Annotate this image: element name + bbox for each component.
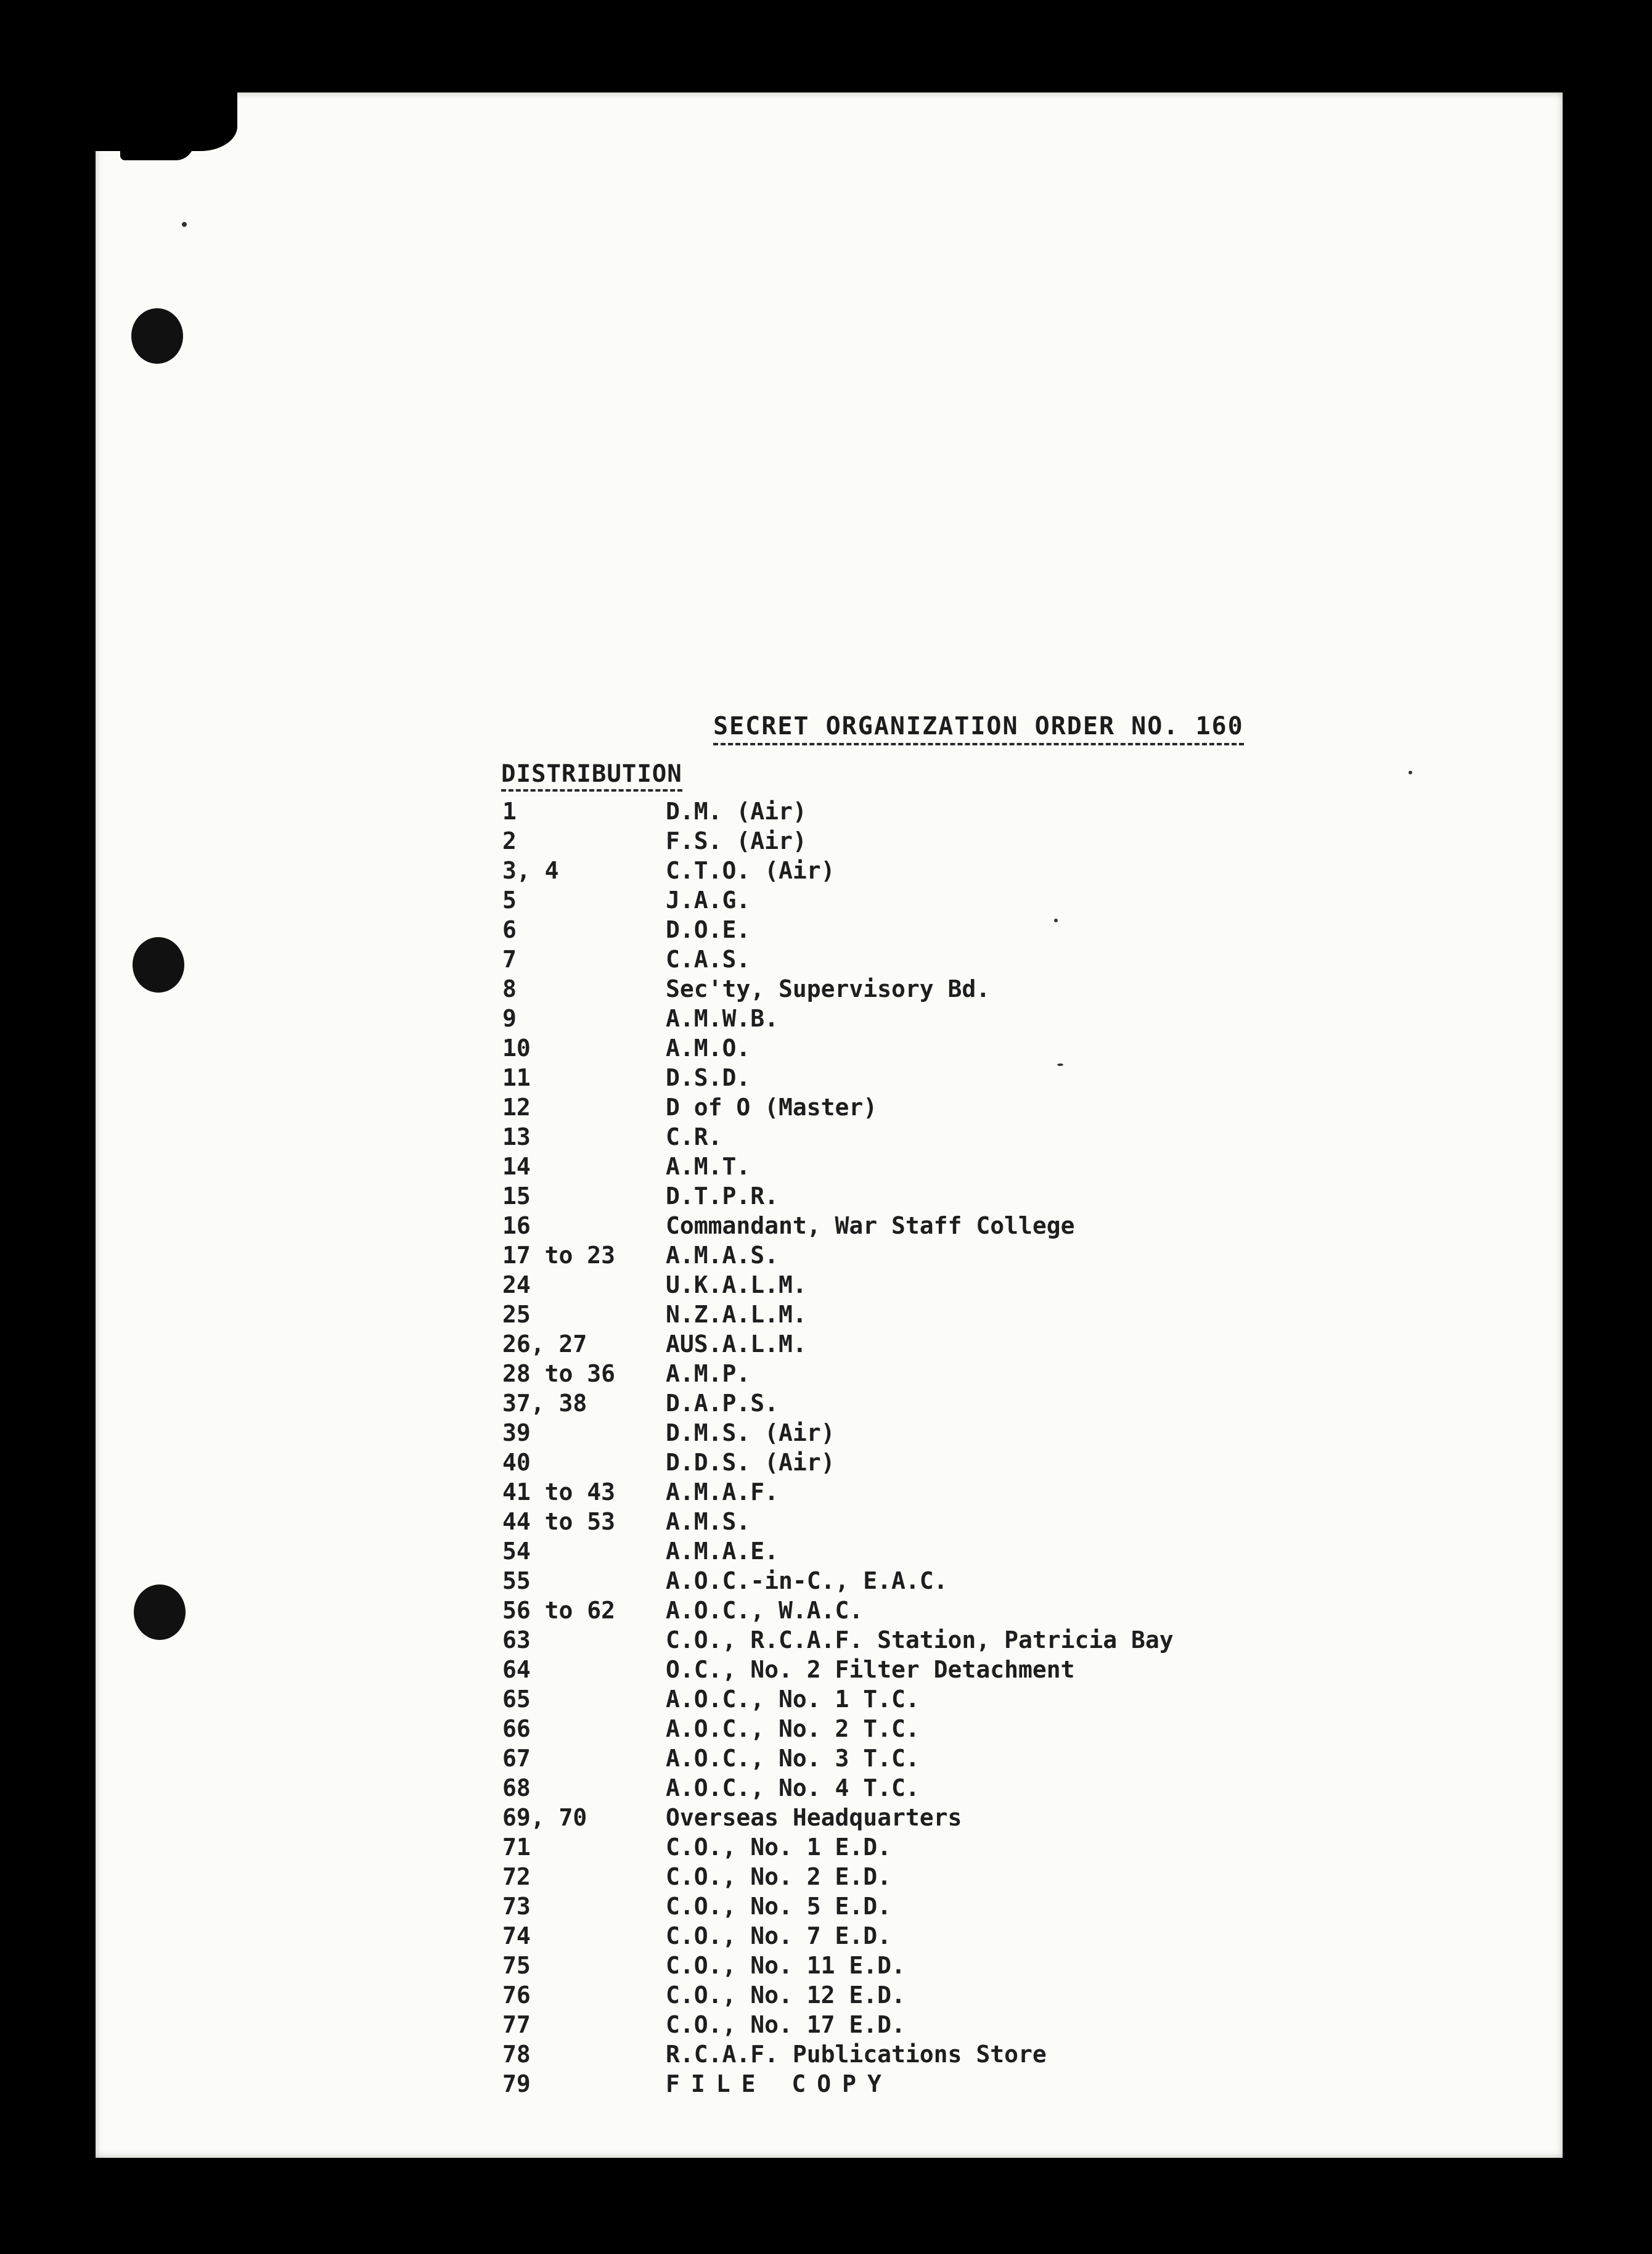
- distribution-row: [502, 945, 1427, 974]
- distribution-copy-number: 63: [502, 1626, 531, 1654]
- distribution-row: [502, 856, 1427, 885]
- distribution-copy-number: 11: [502, 1064, 531, 1091]
- distribution-row: [502, 1477, 1427, 1507]
- distribution-recipient: D.M. (Air): [666, 798, 807, 825]
- distribution-row: [502, 885, 1427, 915]
- distribution-row: [502, 1862, 1427, 1891]
- punch-hole-bottom: [134, 1584, 186, 1640]
- distribution-row: [502, 797, 1427, 826]
- distribution-row: [502, 1448, 1427, 1477]
- ink-speck: [1409, 771, 1412, 774]
- distribution-row: [502, 2039, 1427, 2069]
- document-title: SECRET ORGANIZATION ORDER NO. 160: [713, 712, 1244, 745]
- distribution-copy-number: 26, 27: [502, 1330, 587, 1358]
- distribution-recipient: D.O.E.: [666, 916, 751, 943]
- distribution-row: [502, 1359, 1427, 1388]
- distribution-recipient: A.M.P.: [666, 1360, 751, 1387]
- distribution-copy-number: 41 to 43: [502, 1478, 616, 1506]
- distribution-recipient: C.O., R.C.A.F. Station, Patricia Bay: [666, 1626, 1174, 1654]
- distribution-recipient: A.M.A.F.: [666, 1478, 779, 1506]
- distribution-recipient: C.O., No. 17 E.D.: [666, 2011, 906, 2038]
- distribution-row: [502, 1921, 1427, 1951]
- punch-hole-top: [131, 308, 183, 364]
- distribution-copy-number: 74: [502, 1922, 531, 1949]
- distribution-recipient: A.M.A.E.: [666, 1538, 779, 1565]
- distribution-copy-number: 54: [502, 1538, 531, 1565]
- distribution-copy-number: 67: [502, 1745, 531, 1772]
- distribution-recipient: C.O., No. 7 E.D.: [666, 1922, 892, 1949]
- distribution-row: [502, 974, 1427, 1004]
- distribution-row: [502, 1714, 1427, 1744]
- distribution-copy-number: 77: [502, 2011, 531, 2038]
- distribution-row: [502, 2069, 1427, 2099]
- distribution-row: [502, 1033, 1427, 1063]
- distribution-copy-number: 64: [502, 1656, 531, 1683]
- distribution-recipient: A.M.W.B.: [666, 1005, 779, 1032]
- distribution-recipient: Commandant, War Staff College: [666, 1212, 1075, 1239]
- distribution-copy-number: 25: [502, 1301, 531, 1328]
- distribution-recipient: A.O.C., No. 3 T.C.: [666, 1745, 920, 1772]
- distribution-copy-number: 78: [502, 2041, 531, 2068]
- distribution-copy-number: 9: [502, 1005, 517, 1032]
- distribution-row: [502, 1980, 1427, 2010]
- distribution-copy-number: 7: [502, 946, 517, 973]
- distribution-row: [502, 1418, 1427, 1448]
- distribution-copy-number: 17 to 23: [502, 1242, 616, 1269]
- distribution-row: [502, 1300, 1427, 1329]
- distribution-row: [502, 1270, 1427, 1300]
- distribution-recipient: A.O.C.-in-C., E.A.C.: [666, 1567, 948, 1594]
- distribution-row: [502, 1684, 1427, 1714]
- distribution-row: [502, 1507, 1427, 1536]
- distribution-row: [502, 1951, 1427, 1980]
- distribution-copy-number: 37, 38: [502, 1390, 587, 1417]
- distribution-row: [502, 1122, 1427, 1152]
- distribution-recipient: A.M.S.: [666, 1508, 751, 1535]
- distribution-row: [502, 1211, 1427, 1240]
- distribution-row: [502, 1596, 1427, 1625]
- distribution-recipient: A.O.C., No. 2 T.C.: [666, 1715, 920, 1742]
- distribution-recipient: Sec'ty, Supervisory Bd.: [666, 975, 991, 1002]
- distribution-recipient: A.O.C., No. 1 T.C.: [666, 1686, 920, 1713]
- distribution-row: [502, 1181, 1427, 1211]
- distribution-recipient: J.A.G.: [666, 887, 751, 914]
- distribution-copy-number: 68: [502, 1774, 531, 1801]
- distribution-recipient: A.M.A.S.: [666, 1242, 779, 1269]
- distribution-recipient: C.O., No. 11 E.D.: [666, 1952, 906, 1979]
- distribution-copy-number: 15: [502, 1182, 531, 1210]
- distribution-recipient: AUS.A.L.M.: [666, 1330, 807, 1358]
- distribution-copy-number: 39: [502, 1419, 531, 1446]
- distribution-copy-number: 1: [502, 798, 517, 825]
- distribution-row: [502, 1388, 1427, 1418]
- distribution-recipient: N.Z.A.L.M.: [666, 1301, 807, 1328]
- distribution-row: [502, 1063, 1427, 1092]
- distribution-row: [502, 1891, 1427, 1921]
- distribution-copy-number: 56 to 62: [502, 1597, 616, 1624]
- distribution-recipient: C.O., No. 5 E.D.: [666, 1893, 892, 1920]
- distribution-copy-number: 12: [502, 1094, 531, 1121]
- distribution-recipient: D of O (Master): [666, 1094, 878, 1121]
- distribution-recipient: C.A.S.: [666, 946, 751, 973]
- distribution-recipient: C.T.O. (Air): [666, 857, 835, 884]
- distribution-copy-number: 79: [502, 2070, 531, 2097]
- punch-hole-middle: [133, 937, 184, 993]
- distribution-row: [502, 1566, 1427, 1596]
- distribution-row: [502, 2010, 1427, 2039]
- distribution-recipient: A.M.O.: [666, 1035, 751, 1062]
- distribution-copy-number: 5: [502, 887, 517, 914]
- distribution-copy-number: 13: [502, 1123, 531, 1150]
- distribution-copy-number: 65: [502, 1686, 531, 1713]
- torn-corner-edge: [120, 142, 194, 160]
- distribution-row: [502, 1004, 1427, 1033]
- distribution-copy-number: 72: [502, 1863, 531, 1890]
- distribution-copy-number: 75: [502, 1952, 531, 1979]
- distribution-copy-number: 10: [502, 1035, 531, 1062]
- distribution-recipient: D.M.S. (Air): [666, 1419, 835, 1446]
- distribution-recipient: F.S. (Air): [666, 827, 807, 854]
- document-page: [96, 92, 1563, 2158]
- distribution-recipient: D.T.P.R.: [666, 1182, 779, 1210]
- distribution-row: [502, 1625, 1427, 1655]
- distribution-row: [502, 1773, 1427, 1803]
- distribution-row: [502, 1803, 1427, 1832]
- ink-speck: [182, 222, 187, 227]
- distribution-copy-number: 14: [502, 1153, 531, 1180]
- distribution-row: [502, 1240, 1427, 1270]
- distribution-row: [502, 915, 1427, 945]
- distribution-recipient: C.O., No. 12 E.D.: [666, 1981, 906, 2009]
- distribution-recipient: C.O., No. 2 E.D.: [666, 1863, 892, 1890]
- distribution-copy-number: 28 to 36: [502, 1360, 616, 1387]
- distribution-recipient: D.A.P.S.: [666, 1390, 779, 1417]
- distribution-copy-number: 40: [502, 1449, 531, 1476]
- distribution-recipient: R.C.A.F. Publications Store: [666, 2041, 1047, 2068]
- distribution-copy-number: 16: [502, 1212, 531, 1239]
- distribution-row: [502, 1152, 1427, 1181]
- distribution-copy-number: 73: [502, 1893, 531, 1920]
- distribution-recipient: D.D.S. (Air): [666, 1449, 835, 1476]
- distribution-copy-number: 69, 70: [502, 1804, 587, 1831]
- distribution-recipient: U.K.A.L.M.: [666, 1271, 807, 1298]
- distribution-recipient: A.O.C., No. 4 T.C.: [666, 1774, 920, 1801]
- distribution-copy-number: 44 to 53: [502, 1508, 616, 1535]
- distribution-list: [502, 797, 1427, 2099]
- distribution-recipient: C.R.: [666, 1123, 722, 1150]
- distribution-copy-number: 55: [502, 1567, 531, 1594]
- distribution-recipient: D.S.D.: [666, 1064, 751, 1091]
- distribution-copy-number: 2: [502, 827, 517, 854]
- distribution-recipient: O.C., No. 2 Filter Detachment: [666, 1656, 1075, 1683]
- distribution-row: [502, 826, 1427, 856]
- distribution-recipient: A.M.T.: [666, 1153, 751, 1180]
- distribution-copy-number: 8: [502, 975, 517, 1002]
- distribution-copy-number: 24: [502, 1271, 531, 1298]
- distribution-copy-number: 71: [502, 1834, 531, 1861]
- distribution-row: [502, 1655, 1427, 1684]
- distribution-row: [502, 1329, 1427, 1359]
- distribution-copy-number: 76: [502, 1981, 531, 2009]
- distribution-recipient: A.O.C., W.A.C.: [666, 1597, 864, 1624]
- distribution-copy-number: 66: [502, 1715, 531, 1742]
- distribution-row: [502, 1536, 1427, 1566]
- distribution-row: [502, 1092, 1427, 1122]
- distribution-row: [502, 1832, 1427, 1862]
- distribution-copy-number: 6: [502, 916, 517, 943]
- distribution-recipient: FILE COPY: [666, 2070, 893, 2097]
- distribution-recipient: Overseas Headquarters: [666, 1804, 962, 1831]
- distribution-row: [502, 1744, 1427, 1773]
- distribution-recipient: C.O., No. 1 E.D.: [666, 1834, 892, 1861]
- distribution-copy-number: 3, 4: [502, 857, 559, 884]
- distribution-heading: DISTRIBUTION: [501, 760, 682, 792]
